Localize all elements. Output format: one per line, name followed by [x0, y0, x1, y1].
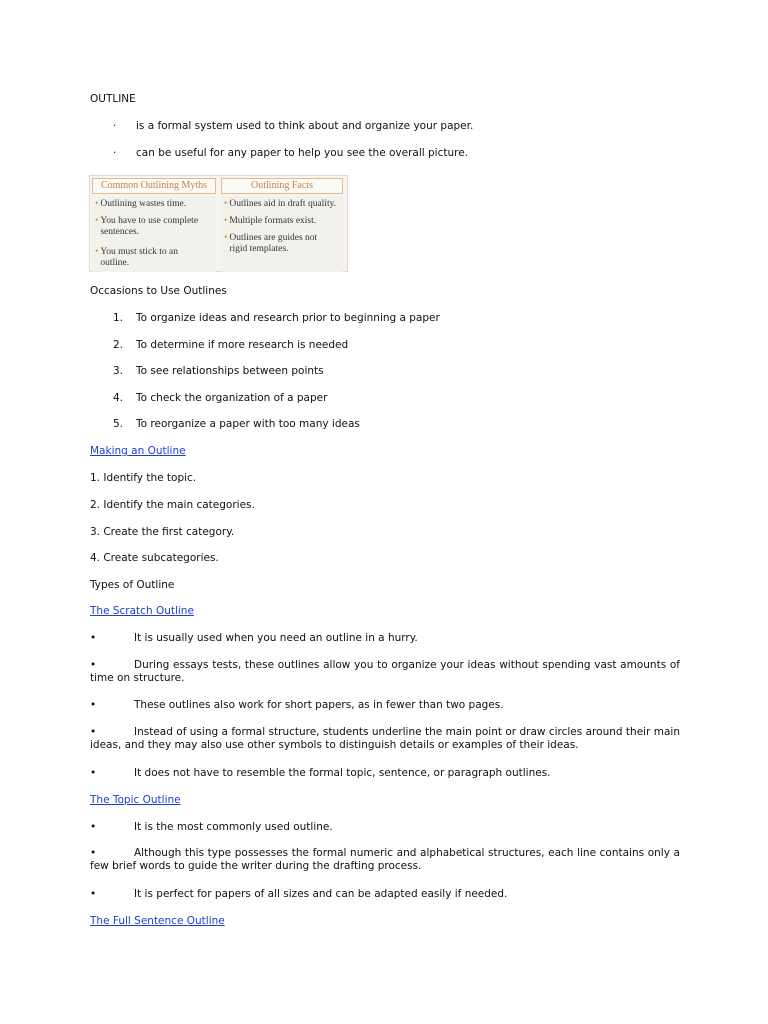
- myths-facts-table: [89, 175, 348, 272]
- making-step: 2. Identify the main categories.: [90, 499, 255, 511]
- occasion-item: 2. To determine if more research is needed: [113, 339, 349, 351]
- item-number: 2.: [113, 339, 124, 351]
- myths-column: [92, 178, 216, 269]
- facts-column: [221, 178, 343, 269]
- occasion-item: 3. To see relationships between points: [113, 365, 324, 377]
- intro-bullet: [113, 120, 474, 132]
- topic-outline-link[interactable]: The Topic Outline: [90, 794, 181, 806]
- scratch-bullet: • Instead of using a formal structure, students underline the main point or draw circles around their main ideas, and they may also use other symbols to distinguish details or examples of their ideas.: [90, 726, 680, 751]
- bullet-marker: ·: [113, 147, 117, 159]
- making-outline-link[interactable]: Making an Outline: [90, 445, 186, 457]
- item-number: 5.: [113, 418, 124, 430]
- occasion-item: 4. To check the organization of a paper: [113, 392, 328, 404]
- occasions-title: Occasions to Use Outlines: [90, 285, 227, 297]
- fact-item: • Outlines aid in draft quality.: [224, 199, 337, 209]
- topic-bullet: • Although this type possesses the formal numeric and alphabetical structures, each line contains only a few brief words to guide the writer during the drafting process.: [90, 847, 680, 872]
- types-title: Types of Outline: [90, 579, 175, 591]
- item-number: 1.: [113, 312, 124, 324]
- scratch-bullet: • During essays tests, these outlines allow you to organize your ideas without spending vast amounts of time on structure.: [90, 659, 680, 684]
- topic-bullet: • It is the most commonly used outline.: [90, 821, 333, 833]
- facts-header: Outlining Facts: [221, 178, 343, 194]
- item-number: 4.: [113, 392, 124, 404]
- topic-bullet: • It is perfect for papers of all sizes and can be adapted easily if needed.: [90, 888, 508, 900]
- fact-item: • Outlines are guides not rigid templates.: [224, 233, 318, 254]
- myth-item: • You have to use complete sentences.: [95, 216, 199, 237]
- intro-bullet-text: can be useful for any paper to help you see the overall picture.: [136, 147, 469, 159]
- myths-header: Common Outlining Myths: [92, 178, 216, 194]
- making-step: 3. Create the first category.: [90, 526, 235, 538]
- fact-item: • Multiple formats exist.: [224, 216, 317, 226]
- intro-bullet-text: is a formal system used to think about and organize your paper.: [136, 120, 474, 132]
- occasion-item: 1. To organize ideas and research prior to beginning a paper: [113, 312, 440, 324]
- scratch-bullet: • It does not have to resemble the formal topic, sentence, or paragraph outlines.: [90, 767, 551, 779]
- myth-item: • Outlining wastes time.: [95, 199, 187, 209]
- occasion-item: 5. To reorganize a paper with too many ideas: [113, 418, 360, 430]
- myth-item: • You must stick to an outline.: [95, 247, 179, 268]
- bullet-marker: ·: [113, 120, 117, 132]
- item-number: 3.: [113, 365, 124, 377]
- scratch-bullet: • It is usually used when you need an outline in a hurry.: [90, 632, 418, 644]
- full-sentence-outline-link[interactable]: The Full Sentence Outline: [90, 915, 225, 927]
- intro-bullet: [113, 147, 469, 159]
- making-step: 4. Create subcategories.: [90, 552, 219, 564]
- page-heading: OUTLINE: [90, 93, 136, 105]
- scratch-outline-link[interactable]: The Scratch Outline: [90, 605, 194, 617]
- scratch-bullet: • These outlines also work for short papers, as in fewer than two pages.: [90, 699, 504, 711]
- making-step: 1. Identify the topic.: [90, 472, 197, 484]
